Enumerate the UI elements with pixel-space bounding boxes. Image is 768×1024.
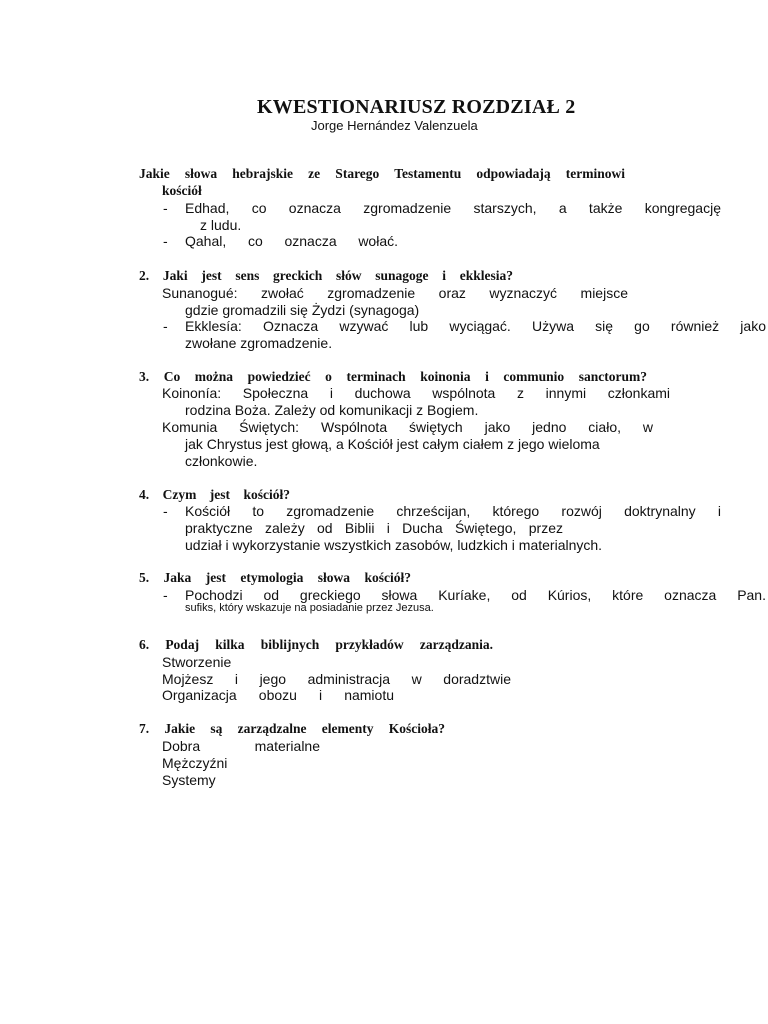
question-6-heading: 6. Podaj kilka biblijnych przykładów zarządzania. [139, 637, 493, 652]
answer-6-line-1: Stworzenie [162, 654, 232, 670]
answer-4-item-1-line-2: praktyczne zależy od Biblii i Ducha Świętego, przez [185, 520, 563, 536]
answer-7-line-1: Dobra materialne [162, 738, 320, 754]
answer-7-line-3: Systemy [162, 772, 216, 788]
answer-1-item-2: Qahal, co oznacza wołać. [185, 233, 398, 249]
answer-2-item-1-line-1: Ekklesía: Oznacza wzywać lub wyciągać. Używa się go również jako [185, 318, 766, 334]
bullet-dash: - [163, 318, 168, 334]
bullet-dash: - [163, 587, 168, 603]
answer-4-item-1-line-1: Kościół to zgromadzenie chrześcijan, którego rozwój doktrynalny i [185, 503, 721, 519]
answer-2-item-1-line-2: zwołane zgromadzenie. [185, 335, 333, 351]
document-title: KWESTIONARIUSZ ROZDZIAŁ 2 [257, 96, 576, 118]
answer-5-item-1-line-2: sufiks, który wskazuje na posiadanie przez Jezusa. [185, 602, 434, 614]
question-1-heading: Jakie słowa hebrajskie ze Starego Testamentu odpowiadają terminowi [139, 166, 625, 181]
question-5-heading: 5. Jaka jest etymologia słowa kościół? [139, 570, 411, 585]
answer-6-line-3: Organizacja obozu i namiotu [162, 687, 394, 703]
answer-6-line-2: Mojżesz i jego administracja w doradztwie [162, 671, 511, 687]
question-7-heading: 7. Jakie są zarządzalne elementy Kościoła? [139, 721, 445, 736]
answer-3-sub-2-line-1: Komunia Świętych: Wspólnota świętych jako jedno ciało, w [162, 419, 653, 435]
answer-3-sub-1-line-2: rodzina Boża. Zależy od komunikacji z Bogiem. [185, 402, 479, 418]
answer-2-sub-1-line-1: Sunanogué: zwołać zgromadzenie oraz wyznaczyć miejsce [162, 285, 628, 301]
answer-3-sub-2-line-2: jak Chrystus jest głową, a Kościół jest całym ciałem z jego wieloma [185, 436, 600, 452]
question-2-heading: 2. Jaki jest sens greckich słów sunagoge i ekklesia? [139, 268, 513, 283]
answer-3-sub-1-line-1: Koinonía: Społeczna i duchowa wspólnota z innymi członkami [162, 385, 670, 401]
document-author: Jorge Hernández Valenzuela [311, 118, 478, 133]
bullet-dash: - [163, 233, 168, 249]
answer-4-item-1-line-3: udział i wykorzystanie wszystkich zasobów, ludzkich i materialnych. [185, 537, 603, 553]
answer-1-item-1-line-1: Edhad, co oznacza zgromadzenie starszych, a także kongregację [185, 200, 721, 216]
question-3-heading: 3. Co można powiedzieć o terminach koinonia i communio sanctorum? [139, 369, 647, 384]
bullet-dash: - [163, 200, 168, 216]
bullet-dash: - [163, 503, 168, 519]
answer-7-line-2: Mężczyźni [162, 755, 228, 771]
answer-2-sub-1-line-2: gdzie gromadzili się Żydzi (synagoga) [185, 302, 420, 318]
question-1-heading-cont: kościół [162, 183, 202, 198]
answer-5-item-1-line-1: Pochodzi od greckiego słowa Kuríake, od Kúrios, które oznacza Pan. [185, 587, 766, 603]
question-4-heading: 4. Czym jest kościół? [139, 487, 290, 502]
answer-1-item-1-line-2: z ludu. [200, 217, 242, 233]
answer-3-sub-2-line-3: członkowie. [185, 453, 258, 469]
